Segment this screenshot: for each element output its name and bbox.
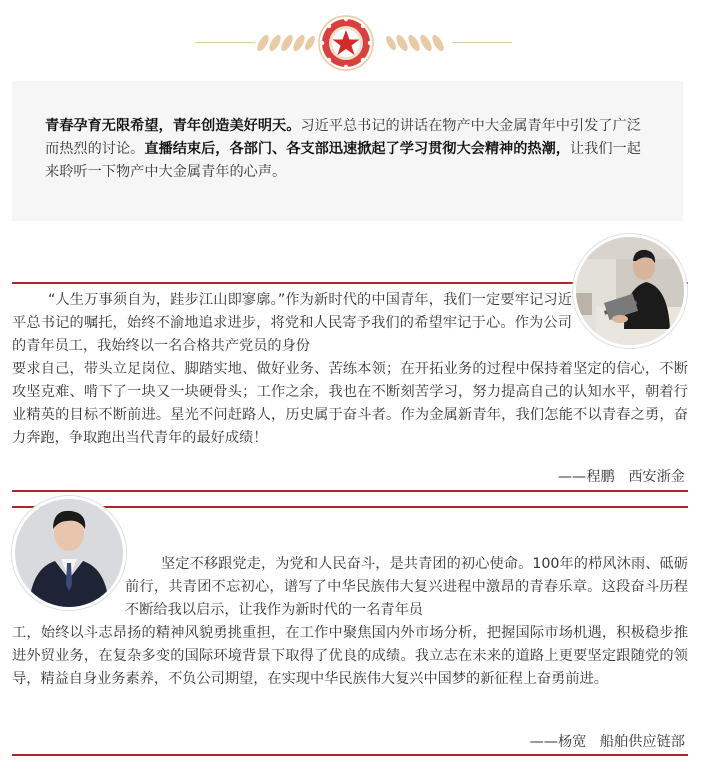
section2-line: 坚定不移跟党走，为党和人民奋斗，是共青团的初心使命。100年的栉 bbox=[161, 556, 603, 572]
intro-bold-2: 直播结束后，各部门、各支部迅速掀起了学习贯彻大会精神的热潮， bbox=[144, 141, 570, 157]
section2-top-line bbox=[12, 506, 688, 508]
section1-line: “人生万事须自为，跬步江山即寥廓。”作为新时代的中国青年，我们一 bbox=[48, 292, 487, 308]
section1-line: 的希望牢记于心。作为公司的青年员工，我始终以一名合格共产党员的身份 bbox=[12, 315, 572, 354]
avatar-yang-kuan bbox=[12, 496, 126, 610]
header-decoration bbox=[0, 0, 707, 80]
intro-bold-1: 青春孕育无限希望，青年创造美好明天。 bbox=[45, 118, 301, 134]
person-in-suit-icon bbox=[15, 499, 123, 607]
divider-line-right bbox=[452, 42, 512, 43]
section1-paragraph-a bbox=[12, 289, 572, 358]
wheat-left-icon bbox=[255, 30, 315, 56]
section2-line: 来的道路上更要坚定跟随党的领导，精益自身业务素养，不负公司期望，在实现中华民族伟 bbox=[12, 648, 688, 687]
red-star-emblem-icon bbox=[318, 15, 374, 71]
section2-line: 的青春乐章。这段奋斗历程不断给我以启示，让我作为新时代的一名青年员 bbox=[125, 579, 688, 618]
avatar-cheng-peng bbox=[573, 234, 687, 348]
section1-line: 定要牢记习近平总书记的嘱托，始终不渝地追求进步，将党和人民寄予我们 bbox=[12, 292, 572, 331]
divider-line-left bbox=[195, 42, 255, 43]
section1-line: 力提高自己的认知水平，朝着行业精英的目标不断前进。星光不问赶路人，历史属于奋斗 bbox=[12, 384, 688, 423]
person-at-laptop-icon bbox=[576, 237, 684, 345]
intro-text-2: 让我们一起来聆听一下物产中大金属青年的心声。 bbox=[45, 141, 641, 180]
section2-line: 大复兴中国梦的新征程上奋勇前进。 bbox=[380, 671, 608, 687]
section1-signature: ——程鹏 西安浙金 bbox=[557, 469, 685, 485]
section1-paragraph-b bbox=[12, 358, 688, 450]
section2-line: 风沐雨、砥砺前行，共青团不忘初心，谱写了中华民族伟大复兴进程中激昂 bbox=[125, 556, 688, 595]
section1-line: 要求自己，带头立足岗位、脚踏实地、做好业务、苦练本领；在开拓业务的过程中保持着坚 bbox=[12, 361, 588, 377]
wheat-right-icon bbox=[386, 30, 446, 56]
section2-paragraph-b bbox=[12, 622, 688, 691]
section2-signature: ——杨宽 船舶供应链部 bbox=[529, 734, 685, 750]
section2-bottom-line bbox=[12, 754, 688, 756]
intro-text-1: 习近平总书记的讲话在物产中大金属青年中引发了广泛而热烈的讨论。 bbox=[45, 118, 641, 157]
section1-line: 者。作为金属新青年，我们怎能不以青春之勇，奋力奔跑，争取跑出当代青年的最好成绩！ bbox=[12, 407, 688, 446]
section2-paragraph-a bbox=[125, 553, 688, 622]
intro-box bbox=[12, 81, 683, 221]
section1-bottom-line bbox=[12, 490, 688, 492]
section2-line: 工，始终以斗志昂扬的精神风貌勇挑重担，在工作中聚焦国内外市场分析，把握国际市场机 bbox=[12, 625, 588, 641]
section1-line: 定的信心，不断攻坚克难、啃下了一块又一块硬骨头；工作之余，我也在不断刻苦学习，努 bbox=[12, 361, 688, 400]
section2-line: 遇，积极稳步推进外贸业务，在复杂多变的国际环境背景下取得了优良的成绩。我立志在未 bbox=[12, 625, 688, 664]
